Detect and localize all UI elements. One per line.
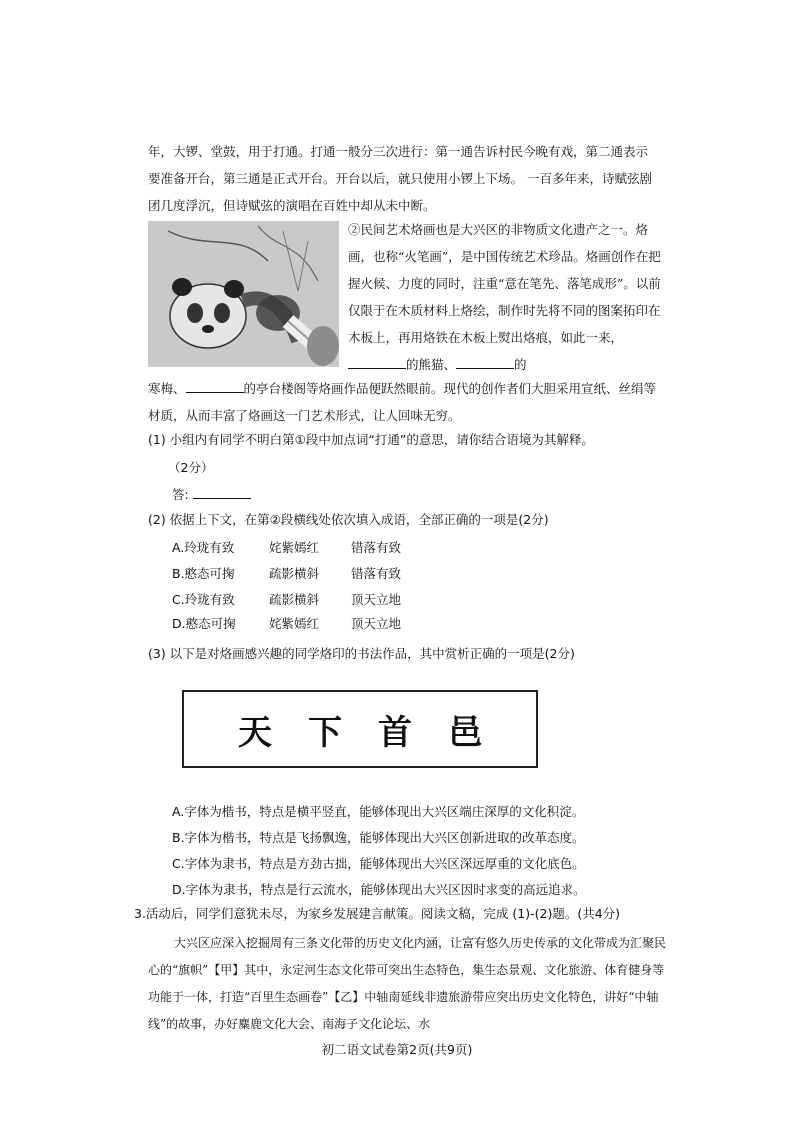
- q2-option-a-word-3: 错落有致: [351, 540, 402, 555]
- question-3: (3) 以下是对烙画感兴趣的同学烙印的书法作品，其中赏析正确的一项是(2分): [148, 646, 575, 661]
- q2-option-b-word-3: 错落有致: [351, 566, 402, 581]
- q2-option-a-word-2: 姹紫嫣红: [269, 540, 320, 555]
- passage-paragraph-2-ending: 的亭台楼阁等烙画作品便跃然眼前。现代的创作者们大胆采用宣纸、丝绢等材质，从而丰富了烙画这一门艺术形式，让人回味无穷。: [148, 381, 657, 423]
- question-1-score: （2分）: [168, 460, 214, 475]
- q2-option-d-word-1: D.憨态可掬: [172, 616, 236, 631]
- q2-option-d-word-3: 顶天立地: [351, 616, 402, 631]
- calligraphy-char-4: 邑: [448, 712, 482, 753]
- passage-paragraph-2: [348, 216, 670, 378]
- calligraphy-char-3: 首: [378, 712, 412, 753]
- page-footer: 初二语文试卷第2页(共9页): [321, 1042, 473, 1057]
- section-3-passage: [148, 930, 668, 1038]
- q2-option-b-word-1: B.憨态可掬: [172, 566, 235, 581]
- passage-paragraph-2-text: ②民间艺术烙画也是大兴区的非物质文化遗产之一。烙画，也称“火笔画”，是中国传统艺术珍品。烙画创作在把握火候、力度的同时，注重“意在笔先、落笔成形”。以前仅限于在木质材料上烙绘，制作时先将不同的图案拓印在木板上，再用烙铁在木板上熨出烙痕，如此一来，: [348, 222, 661, 345]
- q2-option-a[interactable]: [172, 538, 401, 556]
- q3-option-b[interactable]: B.字体为楷书，特点是飞扬飘逸，能够体现出大兴区创新进取的改革态度。: [172, 830, 585, 845]
- fill-blank-2[interactable]: [456, 354, 514, 369]
- q2-option-a-word-1: A.玲珑有致: [172, 540, 235, 555]
- section-3-passage-text: 大兴区应深入挖掘周有三条文化带的历史文化内涵，让富有悠久历史传承的文化带成为汇聚民心的“旗帜”【甲】其中，永定河生态文化带可突出生态特色，集生态景观、文化旅游、体育健身等功能于一体，打造“百里生态画卷”【乙】中轴南延线非遗旅游带应突出历史文化特色，讲好“中轴线”的故事，办好麋鹿文化大会、南海子文化论坛、水: [148, 936, 667, 1031]
- blank-1-suffix: 的熊猫、: [406, 357, 457, 372]
- question-1-answer: [172, 484, 251, 505]
- q2-option-c-word-2: 疏影横斜: [269, 592, 320, 607]
- panda-drawing-image: [148, 221, 339, 367]
- q2-option-d-word-2: 姹紫嫣红: [269, 616, 320, 631]
- q2-option-c[interactable]: [172, 590, 401, 608]
- answer-label: 答:: [172, 487, 189, 502]
- blank-3-prefix: 寒梅、: [148, 381, 186, 396]
- panda-pyrography-photo: [148, 221, 339, 367]
- q3-option-d[interactable]: D.字体为隶书，特点是行云流水，能够体现出大兴区因时求变的高远追求。: [172, 882, 586, 897]
- calligraphy-char-2: 下: [308, 712, 342, 753]
- calligraphy-char-1: 天: [238, 712, 272, 753]
- q2-option-d[interactable]: [172, 614, 401, 632]
- q3-option-c[interactable]: C.字体为隶书，特点是方劲古拙，能够体现出大兴区深远厚重的文化底色。: [172, 856, 585, 871]
- q2-option-c-word-1: C.玲珑有致: [172, 592, 235, 607]
- blank-2-suffix: 的: [514, 357, 527, 372]
- passage-paragraph-2-continued: [148, 375, 668, 429]
- fill-blank-3[interactable]: [186, 378, 244, 393]
- answer-blank[interactable]: [193, 484, 251, 499]
- calligraphy-artwork: [182, 690, 538, 768]
- q2-option-c-word-3: 顶天立地: [351, 592, 402, 607]
- q2-option-b[interactable]: [172, 564, 401, 582]
- question-2: (2) 依据上下文，在第②段横线处依次填入成语，全部正确的一项是(2分): [148, 512, 549, 527]
- q3-option-a[interactable]: A.字体为楷书，特点是横平竖直，能够体现出大兴区端庄深厚的文化积淀。: [172, 804, 585, 819]
- section-3-heading: 3.活动后，同学们意犹未尽，为家乡发展建言献策。阅读文稿，完成 (1)-(2)题。(共4分): [134, 906, 621, 921]
- question-1: (1) 小组内有同学不明白第①段中加点词“打通”的意思，请你结合语境为其解释。: [148, 432, 594, 447]
- fill-blank-1[interactable]: [348, 354, 406, 369]
- passage-paragraph-1: 年，大锣、堂鼓，用于打通。打通一般分三次进行：第一通告诉村民今晚有戏，第二通表示要准备开台，第三通是正式开台。开台以后，就只使用小锣上下场。 一百多年来，诗赋弦剧团几度浮沉，但诗赋弦的演唱在百姓中却从未中断。: [148, 144, 652, 213]
- q2-option-b-word-2: 疏影横斜: [269, 566, 320, 581]
